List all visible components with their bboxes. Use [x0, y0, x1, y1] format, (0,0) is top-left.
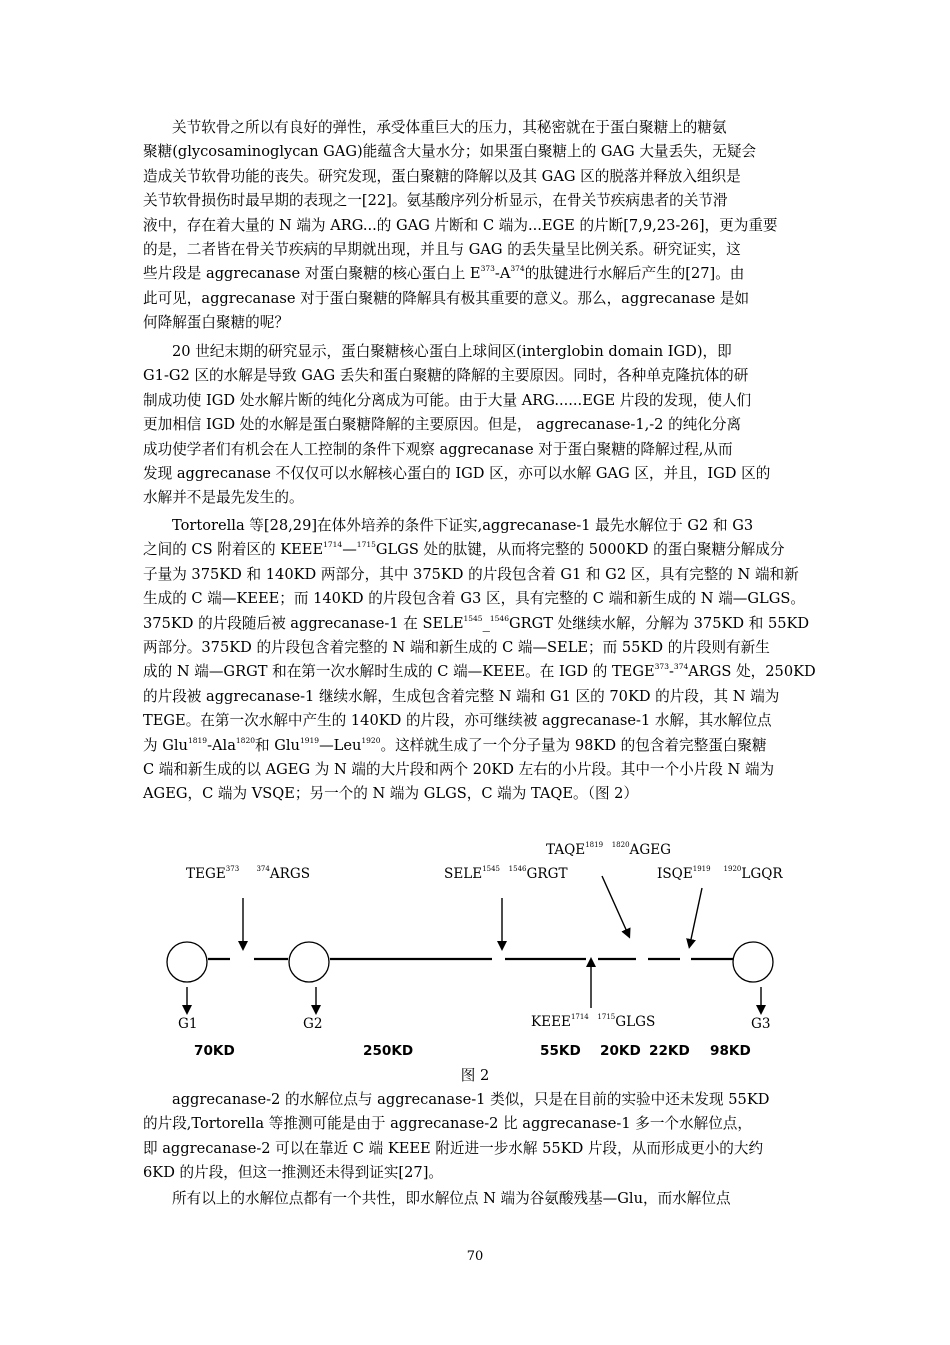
text-line: 6KD 的片段，但这一推测还未得到证实[27]。	[143, 1164, 443, 1182]
taqe-label: $TAQE^{1819}$ $^{1820}$AGEG	[546, 841, 671, 858]
text-line: 生成的 C 端—KEEE；而 140KD 的片段包含着 G3 区，具有完整的 C 端和新生成的 N 端—GLGS。	[143, 590, 805, 608]
text-line: 何降解蛋白聚糖的呢？	[143, 314, 289, 332]
g2-label: G2	[303, 1016, 323, 1032]
figure-cleavage-diagram	[150, 832, 790, 1072]
tege-label: TEGE$^{373}$ $^{374}$ARGS	[186, 865, 311, 882]
text-line: C 端和新生成的以 AGEG 为 N 端的大片段和两个 20KD 左右的小片段。其中一个小片段 N 端为	[143, 761, 775, 779]
fragment-20kd: 20KD	[600, 1043, 641, 1059]
text-line: TEGE。在第一次水解中产生的 140KD 的片段，亦可继续被 aggrecanase-1 水解，其水解位点	[143, 712, 772, 730]
text-line: AGEG，C 端为 VSQE；另一个的 N 端为 GLGS，C 端为 TAQE。（图 2）	[143, 785, 639, 803]
paragraph-3	[143, 514, 816, 807]
fragment-22kd: 22KD	[649, 1043, 690, 1059]
text-line: 制成功使 IGD 处水解片断的纯化分离成为可能。由于大量 ARG......EGE 片段的发现，使人们	[143, 391, 752, 409]
text-line: 液中，存在着大量的 N 端为 ARG...的 GAG 片断和 C 端为...EGE 的片断[7,9,23-26]，更为重要	[143, 216, 778, 234]
paragraph-1	[143, 116, 807, 336]
text-line: 为 Glu$^{1819}$-Ala$^{1820}$和 Glu$^{1919}$—Leu$^{1920}$。这样就生成了一个分子量为 98KD 的包含着完整蛋白聚糖	[143, 735, 767, 754]
text-line: 成功使学者们有机会在人工控制的条件下观察 aggrecanase 对于蛋白聚糖的降解过程,从而	[143, 440, 733, 458]
text-line: 关节软骨损伤时最早期的表现之一[22]。氨基酸序列分析显示，在骨关节疾病患者的关节滑	[143, 192, 728, 210]
fragment-250kd: 250KD	[363, 1043, 414, 1059]
text-line: 的片段,Tortorella 等推测可能是由于 aggrecanase-2 比 aggrecanase-1 多一个水解位点，	[143, 1115, 752, 1133]
text-line: Tortorella 等[28,29]在体外培养的条件下证实,aggrecanase-1 最先水解位于 G2 和 G3	[172, 517, 754, 534]
g2-domain-circle	[289, 942, 329, 982]
text-line: G1-G2 区的水解是导致 GAG 丢失和蛋白聚糖的降解的主要原因。同时，各种单克隆抗体的研	[143, 367, 749, 385]
text-line: aggrecanase-2 的水解位点与 aggrecanase-1 类似，只是在目前的实验中还未发现 55KD	[172, 1091, 770, 1108]
fragment-70kd: 70KD	[194, 1043, 235, 1059]
sele-label: $SELE^{1545}$ $^{1546}$GRGT	[444, 865, 568, 882]
text-line: 两部分。375KD 的片段包含着完整的 N 端和新生成的 C 端—SELE；而 55KD 的片段则有新生	[143, 639, 770, 657]
text-line: 成的 N 端—GRGT 和在第一次水解时生成的 C 端—KEEE。在 IGD 的 TEGE$^{373}$-$^{374}$ARGS 处，250KD	[143, 662, 816, 681]
fragment-55kd: 55KD	[540, 1043, 581, 1059]
text-line: 些片段是 aggrecanase 对蛋白聚糖的核心蛋白上 $E^{373}-A^{374}$的肽键进行水解后产生的[27]。由	[143, 264, 745, 283]
g1-domain-circle	[167, 942, 207, 982]
text-line: 之间的 CS 附着区的 $KEEE^{1714}—^{1715}GLGS$ 处的肽键，从而将完整的 5000KD 的蛋白聚糖分解成分	[143, 540, 785, 559]
paragraph-4	[143, 1088, 807, 1186]
text-line: 375KD 的片段随后被 aggrecanase-1 在 $SELE^{1545}\_^{1546}GRGT$ 处继续水解，分解为 375KD 和 55KD	[143, 613, 810, 632]
paragraph-5	[143, 1187, 807, 1211]
figure-caption: 图 2	[460, 1067, 490, 1084]
keee-label: $KEEE^{1714}$ $^{1715}$GLGS	[531, 1013, 656, 1030]
text-line: 20 世纪末期的研究显示，蛋白聚糖核心蛋白上球间区(interglobin domain IGD)，即	[172, 343, 732, 360]
text-line: 子量为 375KD 和 140KD 两部分，其中 375KD 的片段包含着 G1 和 G2 区，具有完整的 N 端和新	[143, 565, 799, 583]
text-line: 聚糖(glycosaminoglycan GAG)能蕴含大量水分；如果蛋白聚糖上的 GAG 大量丢失，无疑会	[143, 143, 757, 161]
fragment-98kd: 98KD	[710, 1043, 751, 1059]
text-line: 水解并不是最先发生的。	[143, 489, 304, 507]
text-line: 关节软骨之所以有良好的弹性，承受体重巨大的压力，其秘密就在于蛋白聚糖上的糖氨	[172, 119, 727, 136]
text-line: 的是，二者皆在骨关节疾病的早期就出现，并且与 GAG 的丢失量呈比例关系。研究证实，这	[143, 241, 741, 259]
text-line: 的片段被 aggrecanase-1 继续水解，生成包含着完整 N 端和 G1 区的 70KD 的片段，其 N 端为	[143, 687, 780, 705]
isqe-arrow	[690, 888, 702, 944]
text-line: 即 aggrecanase-2 可以在靠近 C 端 KEEE 附近进一步水解 55KD 片段，从而形成更小的大约	[143, 1139, 764, 1157]
text-line: 发现 aggrecanase 不仅仅可以水解核心蛋白的 IGD 区，亦可以水解 GAG 区，并且，IGD 区的	[143, 465, 771, 483]
text-line: 造成关节软骨功能的丧失。研究发现，蛋白聚糖的降解以及其 GAG 区的脱落并释放入组织是	[143, 167, 741, 185]
g3-domain-circle	[733, 942, 773, 982]
g3-label: G3	[751, 1016, 771, 1032]
text-line: 所有以上的水解位点都有一个共性，即水解位点 N 端为谷氨酸残基—Glu，而水解位点	[172, 1190, 731, 1207]
g1-label: G1	[178, 1016, 198, 1032]
text-line: 此可见，aggrecanase 对于蛋白聚糖的降解具有极其重要的意义。那么，aggrecanase 是如	[143, 289, 750, 307]
taqe-arrow	[602, 876, 628, 934]
page-number: 70	[466, 1249, 484, 1264]
paragraph-2	[143, 340, 807, 511]
text-line: 更加相信 IGD 处的水解是蛋白聚糖降解的主要原因。但是， aggrecanase-1,-2 的纯化分离	[143, 416, 742, 434]
isqe-label: $ISQE^{1919}$ $^{1920}$LGQR	[657, 865, 783, 882]
